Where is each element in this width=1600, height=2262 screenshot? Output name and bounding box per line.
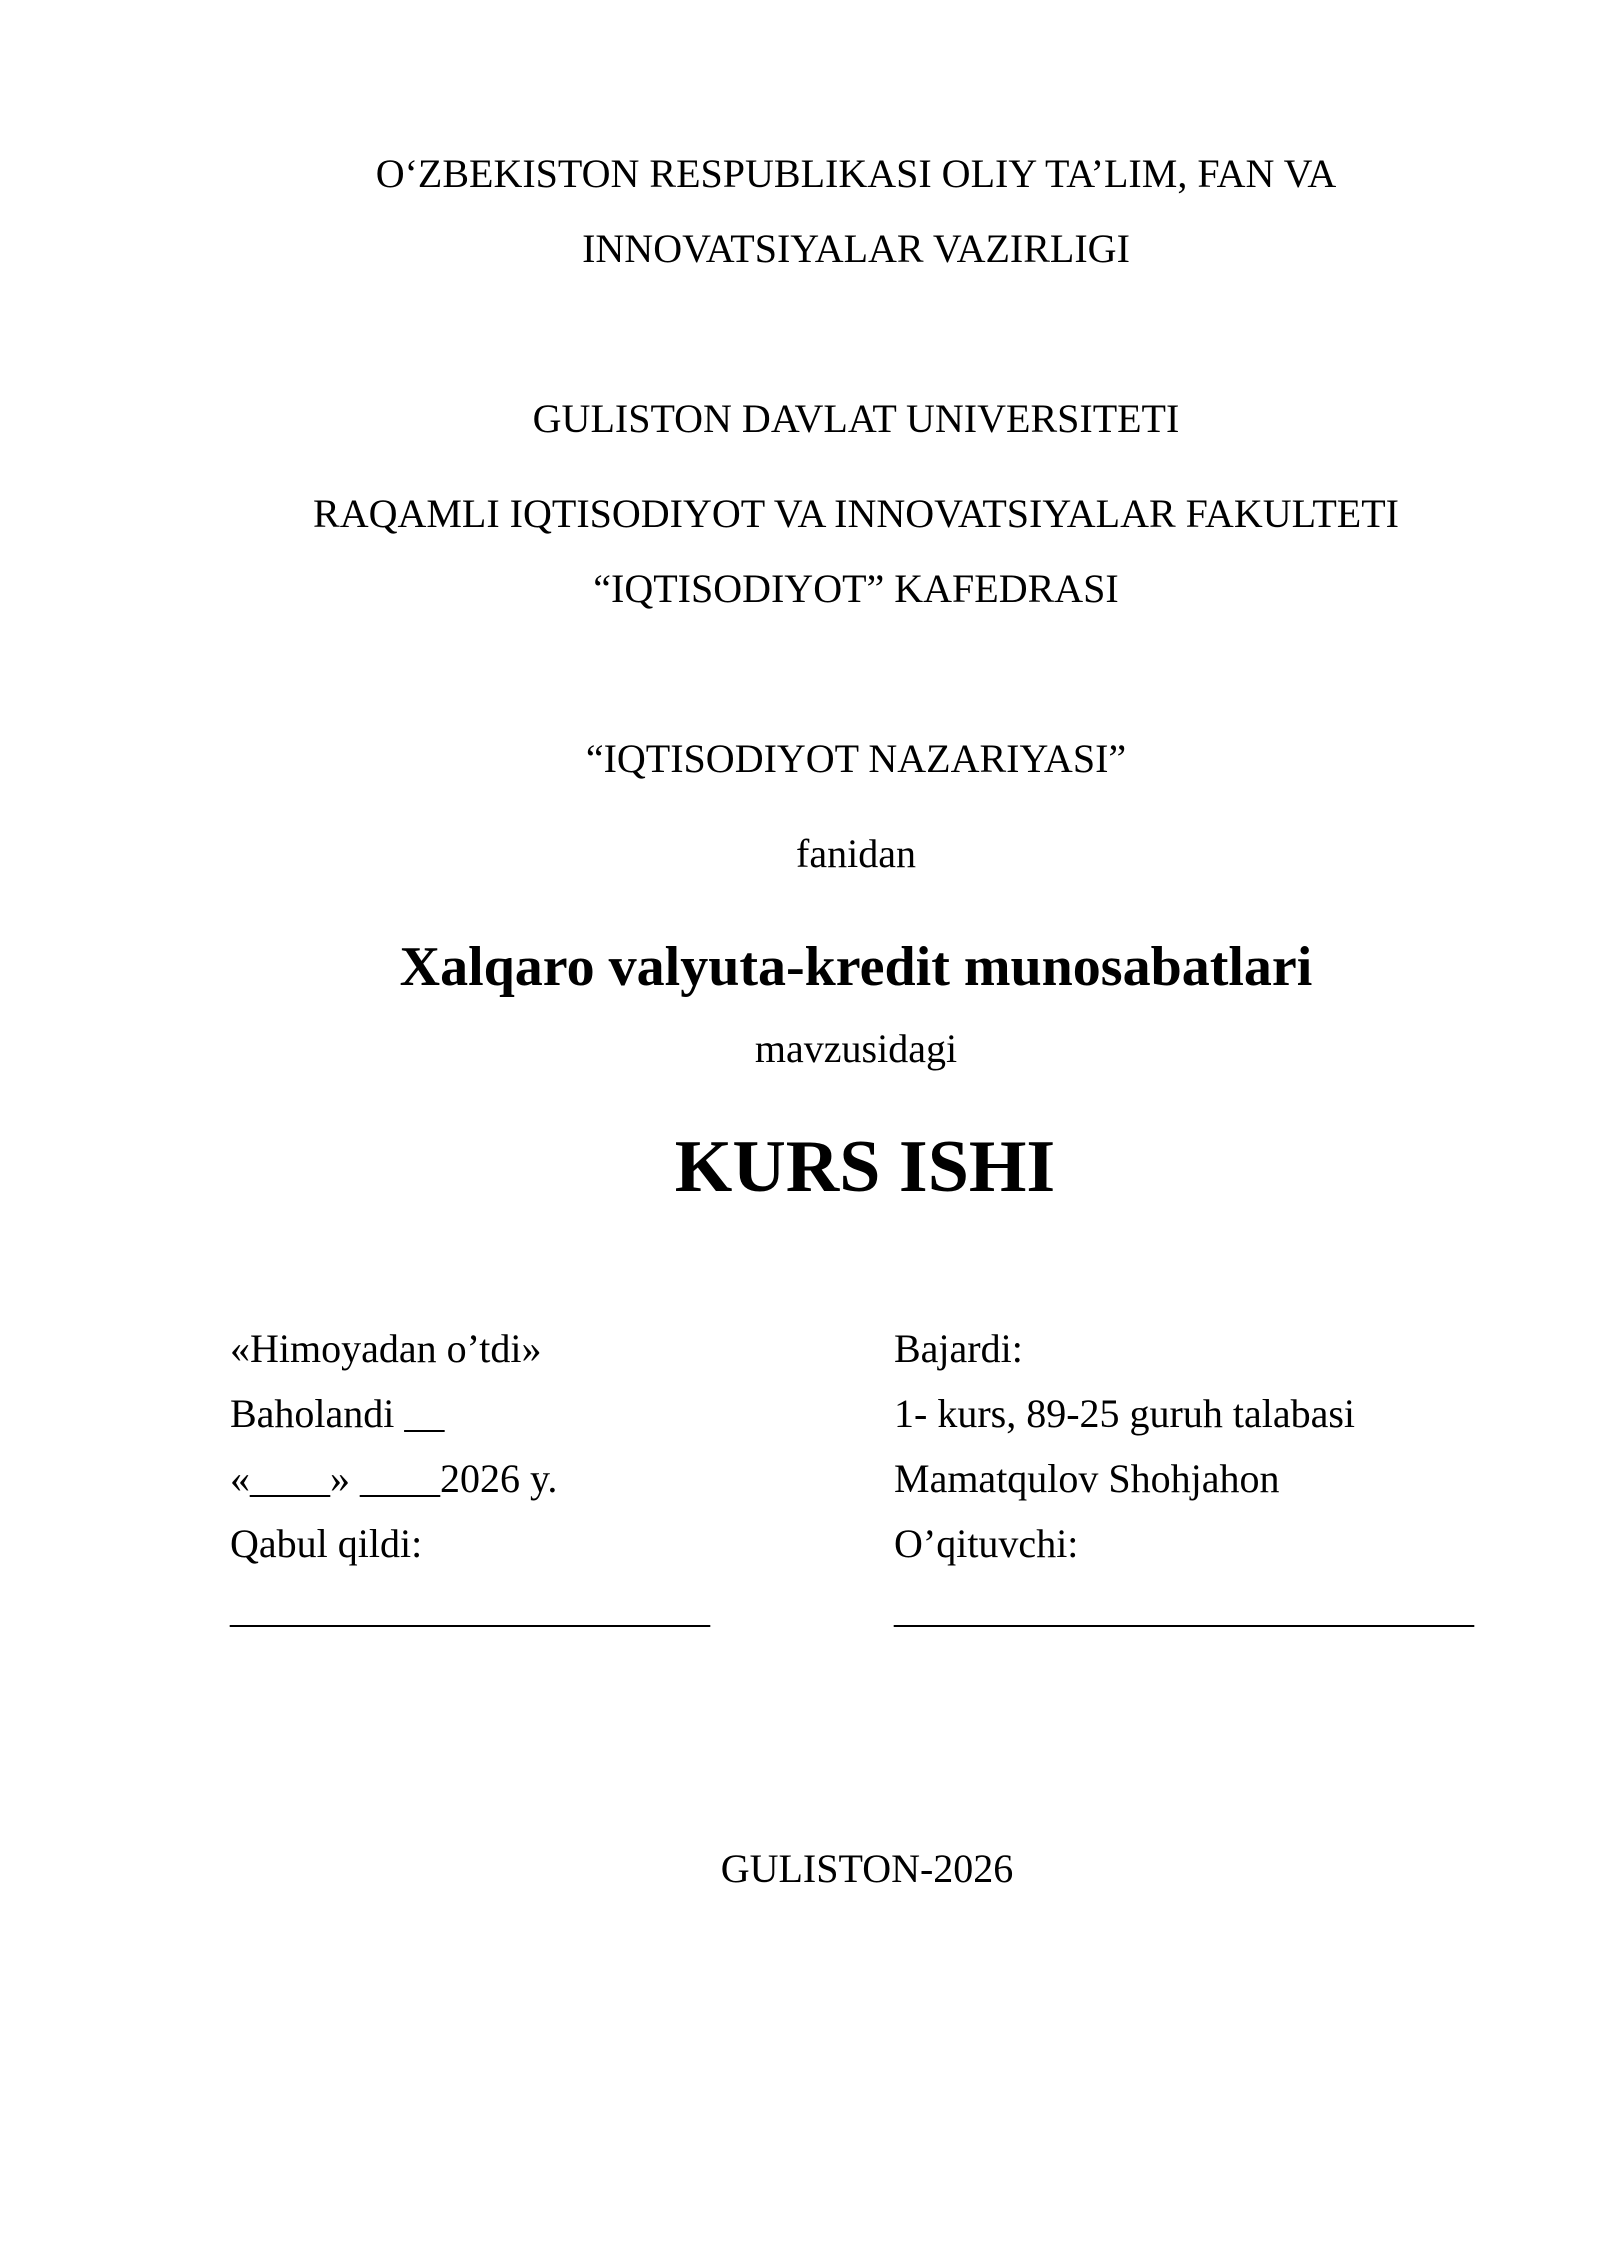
accepted-signature-line: ________________________: [230, 1586, 710, 1631]
subject-name: “IQTISODIYOT NAZARIYASI”: [585, 736, 1127, 781]
ministry-line-1: O‘ZBEKISTON RESPUBLIKASI OLIY TA’LIM, FAN VA: [375, 151, 1337, 196]
university-name: GULISTON DAVLAT UNIVERSITETI: [532, 396, 1180, 441]
date-field: «____» ____2026 y.: [230, 1456, 558, 1501]
student-name: Mamatqulov Shohjahon: [894, 1456, 1280, 1501]
faculty-name: RAQAMLI IQTISODIYOT VA INNOVATSIYALAR FAKULTETI: [313, 491, 1399, 536]
defended-label: «Himoyadan o’tdi»: [230, 1326, 542, 1371]
department-name: “IQTISODIYOT” KAFEDRASI: [593, 566, 1119, 611]
teacher-label: O’qituvchi:: [894, 1521, 1079, 1566]
place-year: GULISTON-2026: [720, 1846, 1014, 1891]
topic-suffix: mavzusidagi: [754, 1026, 958, 1071]
topic-title: Xalqaro valyuta-kredit munosabatlari: [399, 936, 1313, 998]
accepted-label: Qabul qildi:: [230, 1521, 423, 1566]
performed-label: Bajardi:: [894, 1326, 1023, 1371]
student-info: 1- kurs, 89-25 guruh talabasi: [894, 1391, 1356, 1436]
graded-label: Baholandi __: [230, 1391, 445, 1436]
teacher-signature-line: _____________________________: [894, 1586, 1474, 1631]
document-type: KURS ISHI: [674, 1126, 1056, 1208]
subject-suffix: fanidan: [796, 831, 916, 876]
ministry-line-2: INNOVATSIYALAR VAZIRLIGI: [582, 226, 1130, 271]
